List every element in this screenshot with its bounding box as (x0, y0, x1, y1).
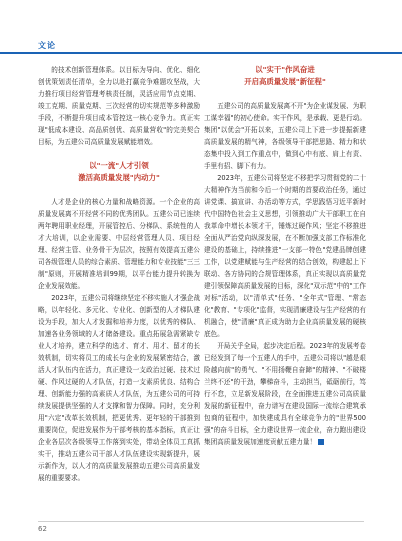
header-rule (0, 52, 402, 54)
heading-line: 激活高质量发展"内动力" (78, 173, 160, 182)
paragraph: 人才是企业的核心力量和战略资源。一个企业的高质量发展离不开经营不同的优秀团队。五建公司已连续两年聘用职业经理，开展管控后、分梯队、系统性的人才大培训，以企业需要、中层经营管理人员、项目经理、经营主管、业务骨干为层次，按照有效提高五建公司各级管理人员的综合素质、管理能力和专业技能"三三制"原则，开展精准培训99期，以平台能力提升转换为企业发展效能。 (38, 198, 200, 290)
section-heading (38, 160, 200, 184)
paragraph: 五建公司的高质量发展离不开"为企业谋发展、为职工谋幸福"的初心使命。实干作风，是承载、更是行动。集团"以优会"开拓以来，五建公司上下进一步提振新建高质量发展的精气神，各级领导干部把思路、精力和状态集中投入到工作重点中，做到心中有底、肩上有责、手里有招、脚下有力。 (204, 102, 366, 170)
end-mark-icon (318, 439, 324, 445)
right-column (204, 64, 366, 448)
heading-line: 以"实干"作风奋进 (255, 65, 315, 74)
left-column (38, 64, 200, 484)
paragraph: 2023年，五建公司将坚定不移把学习贯彻党的二十大精神作为当前和今后一个时期的首要政治任务，通过讲党课、搞宣讲、办活动等方式，学思践悟习近平新时代中国特色社会主义思想，引领推动广大干部职工在自我革命中增长本领才干，锤炼过硬作风；坚定不移推进全面从严治党向纵深发展，在不断加强支部工作标准化建设的基础上，持续推进"一支部一特色"党建品牌创建工作，以党建赋能与生产经营的结合创效，构建起上下联动、各方协同的合规管理体系，真正实现以高质量党建引领保障高质量发展的目标，深化"双示范"中的"工作对标"活动，以"清单式"任务、"全年式"管理、"常态化"教育、"专项化"监督，实现清廉建设与生产经营的有机融合，使"清廉"真正成为助力企业高质量发展的硬核底色。 (204, 174, 366, 338)
header-band (0, 0, 402, 50)
paragraph-text: 开局关乎全局，起步决定后程。2023年的发展考卷已经发到了每一个五建人的手中，五建公司将以"越是艰险越向前"的勇气、"不用扬鞭自奋蹄"的精神、"不破楼兰终不还"的干劲，攀梯奋斗，主动担当，砥砺前行，笃行不怠，立足新发展阶段，在全面推进五建公司高质量发展的新征程中，奋力谱写在建设国际一流综合建筑承包商的征程中，加快建成具有全球竞争力的"世界500强"的奋斗目标，全力建设世界一流企业，奋力跑出建设集团高质量发展加速度贡献五建力量！ (204, 342, 366, 446)
section-heading (204, 64, 366, 88)
heading-line: 以"一流"人才引领 (89, 161, 149, 170)
paragraph: 2023年，五建公司将继续坚定不移实施人才强企战略，以年轻化、多元化、专业化、创新型的人才梯队建设为手段，加大人才发掘和培养力度，以优秀的梯队、加速各业务领域的人才储备建设。重点拓展急需紧缺专业人才培养，建立科学的选才、育才、用才、留才的长效机制，切实将员工的成长与企业的发展紧密结合，激活人才队伍内在活力，真正建设一支政治过硬、技术过硬、作风过硬的人才队伍，打造一支素质优良、结构合理、创新能力强的高素质人才队伍，为五建公司的可持续发展提供坚强的人才支撑和智力保障。同时，充分利用"六定"改革长效机制，把更优秀、更年轻的干部推到重要岗位，促进发展作为干部考核的基本指标，真正让企业各层次各级领导工作落到实处，带动全体员工真抓实干，推动五建公司干部人才队伍建设实现新提升，展示新作为，以人才的高质量发展推动五建公司高质量发展的重要要求。 (38, 294, 200, 482)
paragraph (204, 340, 366, 448)
section-title: 文论 (38, 40, 60, 51)
footer-rule (38, 521, 364, 522)
paragraph: 的技术创新管理体系。以目标为导向、优化、细化创优策划责任清单，全力以赴打赢竞争难题攻坚战，大力推行项目经营管理考核责任制，灵活应用节点克期、竣工克期、质量克期、三次经营的切实规范等多种激励手段，不断提升项目成本管控这一核心竞争力。真正实现"低成本建设、高品质创优、高质量营收"的完美契合目标，为五建公司高质量发展赋能增效。 (38, 66, 200, 146)
page-number: 62 (38, 525, 47, 533)
heading-line: 开启高质量发展"新征程" (244, 77, 326, 86)
